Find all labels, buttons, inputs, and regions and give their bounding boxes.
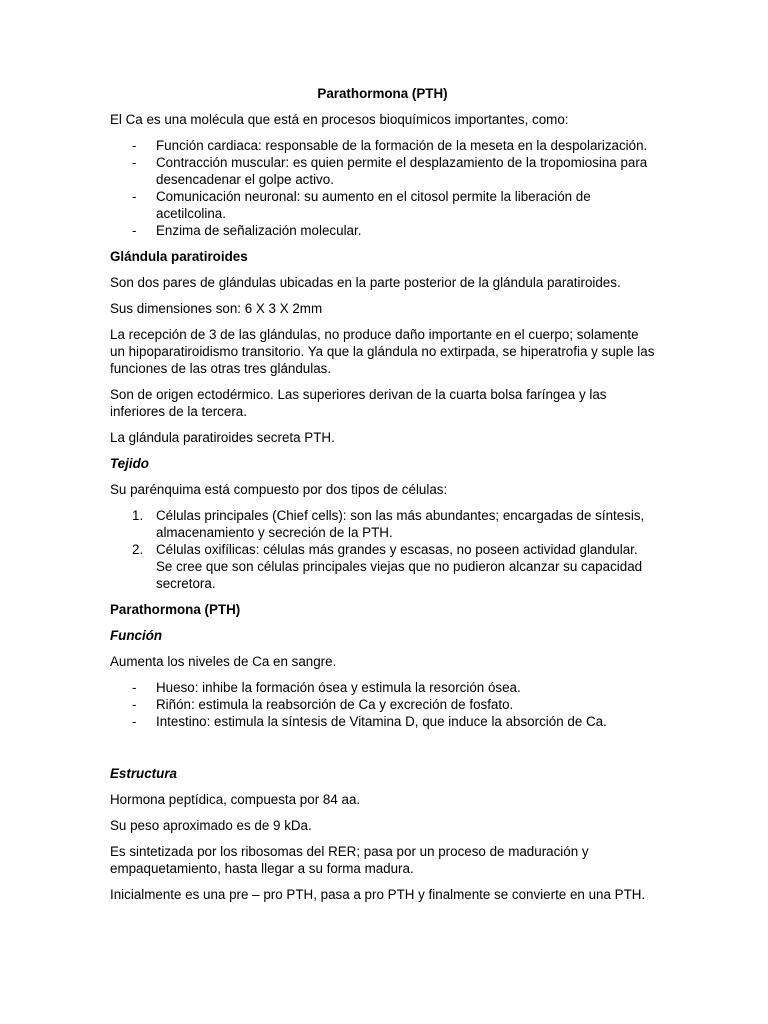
intro-paragraph: El Ca es una molécula que está en procesos bioquímicos importantes, como:	[110, 112, 569, 127]
page-title: Parathormona (PTH)	[317, 86, 448, 101]
list-item-text: Intestino: estimula la síntesis de Vitamina D, que induce la absorción de Ca.	[156, 714, 607, 729]
list-item	[110, 696, 655, 713]
dash-marker: -	[132, 138, 137, 153]
list-item-text: Riñón: estimula la reabsorción de Ca y excreción de fosfato.	[156, 697, 514, 712]
structure-paragraph-1: Hormona peptídica, compuesta por 84 aa.	[110, 792, 361, 807]
gland-paragraph-5: La glándula paratiroides secreta PTH.	[110, 430, 335, 445]
function-intro: Aumenta los niveles de Ca en sangre.	[110, 654, 337, 669]
number-marker: 2.	[132, 542, 144, 557]
list-item-text: Células oxifílicas: células más grandes y escasas, no poseen actividad glandular. Se cree que son células principales viejas que no pudieron alcanzar su capacidad secretora.	[156, 542, 643, 591]
structure-heading: Estructura	[110, 766, 177, 781]
structure-paragraph-3: Es sintetizada por los ribosomas del RER; pasa por un proceso de maduración y empaquetamiento, hasta llegar a su forma madura.	[110, 844, 589, 876]
list-item	[110, 137, 655, 154]
calcium-functions-list	[110, 137, 655, 239]
tissue-heading: Tejido	[110, 456, 149, 471]
pth-heading: Parathormona (PTH)	[110, 602, 241, 617]
dash-marker: -	[132, 697, 137, 712]
number-marker: 1.	[132, 508, 144, 523]
function-heading: Función	[110, 628, 163, 643]
list-item-text: Contracción muscular: es quien permite el desplazamiento de la tropomiosina para desencadenar el golpe activo.	[156, 155, 648, 187]
list-item-text: Enzima de señalización molecular.	[156, 223, 362, 238]
list-item	[110, 188, 655, 222]
gland-heading: Glándula paratiroides	[110, 249, 248, 264]
gland-paragraph-3: La recepción de 3 de las glándulas, no produce daño importante en el cuerpo; solamente un hipoparatiroidismo transitorio. Ya que la glándula no extirpada, se hiperatrofia y suple las funciones de las otras tres glándulas.	[110, 327, 655, 376]
list-item	[110, 713, 655, 730]
document-body	[110, 85, 655, 912]
list-item	[110, 222, 655, 239]
tissue-intro: Su parénquima está compuesto por dos tipos de células:	[110, 482, 448, 497]
gland-paragraph-2: Sus dimensiones son: 6 X 3 X 2mm	[110, 301, 323, 316]
list-item-text: Comunicación neuronal: su aumento en el citosol permite la liberación de acetilcolina.	[156, 189, 591, 221]
spacer	[110, 739, 655, 765]
structure-paragraph-4: Inicialmente es una pre – pro PTH, pasa a pro PTH y finalmente se convierte en una PTH.	[110, 887, 646, 902]
structure-paragraph-2: Su peso aproximado es de 9 kDa.	[110, 818, 312, 833]
effects-list	[110, 679, 655, 730]
list-item-text: Función cardiaca: responsable de la formación de la meseta en la despolarización.	[156, 138, 648, 153]
gland-paragraph-4: Son de origen ectodérmico. Las superiores derivan de la cuarta bolsa faríngea y las inferiores de la tercera.	[110, 387, 607, 419]
gland-paragraph-1: Son dos pares de glándulas ubicadas en la parte posterior de la glándula paratiroides.	[110, 275, 621, 290]
list-item	[110, 541, 655, 592]
dash-marker: -	[132, 189, 137, 204]
list-item	[110, 154, 655, 188]
dash-marker: -	[132, 714, 137, 729]
list-item-text: Células principales (Chief cells): son las más abundantes; encargadas de síntesis, almacenamiento y secreción de la PTH.	[156, 508, 645, 540]
dash-marker: -	[132, 680, 137, 695]
list-item-text: Hueso: inhibe la formación ósea y estimula la resorción ósea.	[156, 680, 521, 695]
dash-marker: -	[132, 223, 137, 238]
list-item	[110, 507, 655, 541]
dash-marker: -	[132, 155, 137, 170]
cell-types-list	[110, 507, 655, 592]
list-item	[110, 679, 655, 696]
